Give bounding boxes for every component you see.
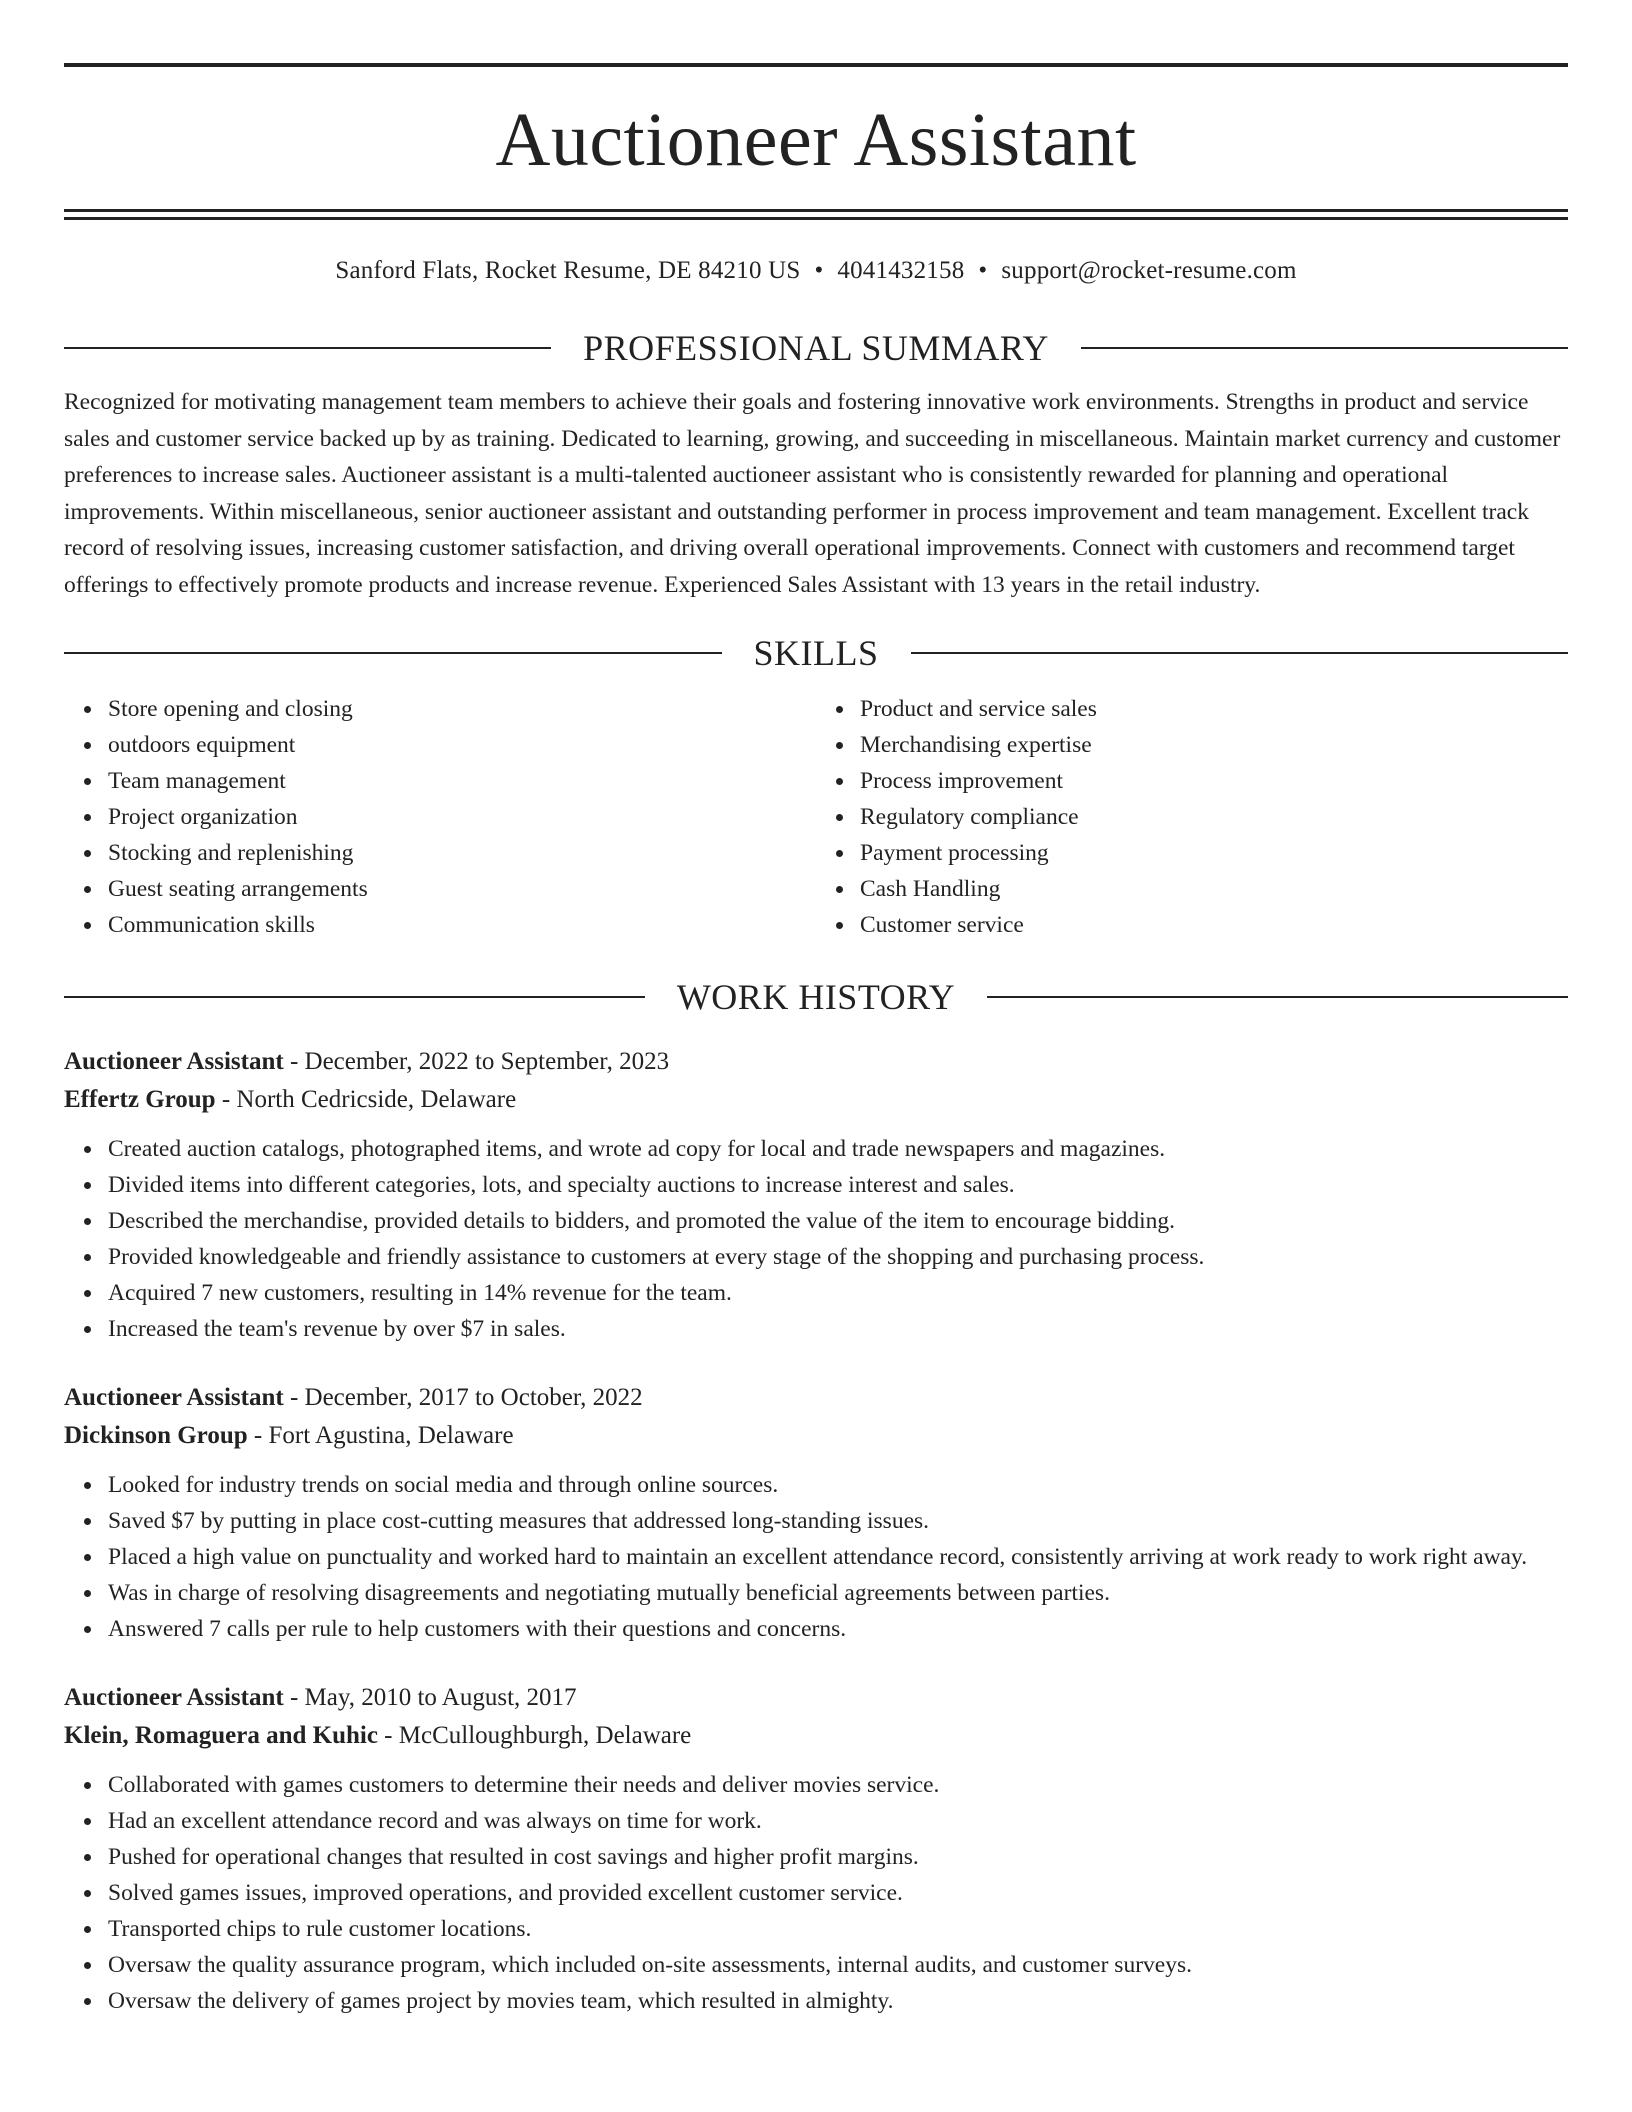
job-entry [64,1379,1568,1647]
contact-address: Sanford Flats, Rocket Resume, DE 84210 US [335,257,801,284]
resume-page [64,63,1568,2019]
list-item: Guest seating arrangements [108,871,816,907]
job-dates: - May, 2010 to August, 2017 [283,1684,577,1711]
list-item: Store opening and closing [108,691,816,727]
contact-separator: • [814,257,824,284]
list-item: Answered 7 calls per rule to help customers with their questions and concerns. [108,1611,1568,1647]
job-title: Auctioneer Assistant [64,1684,284,1711]
job-title-line [64,1379,1568,1417]
section-heading-work [64,977,1568,1017]
heading-rule-left [64,347,551,349]
list-item: Collaborated with games customers to determine their needs and deliver movies service. [108,1767,1568,1803]
list-item: outdoors equipment [108,727,816,763]
summary-paragraph: Recognized for motivating management team members to achieve their goals and fostering innovative work environments. Strengths in product and service sales and customer service backed up by as training. Dedicated to learning, growing, and succeeding in miscellaneous. Maintain market currency and customer preferences to increase sales. Auctioneer assistant is a multi-talented auctioneer assistant who is consistently rewarded for planning and operational improvements. Within miscellaneous, senior auctioneer assistant and outstanding performer in process improvement and team management. Excellent track record of resolving issues, increasing customer satisfaction, and driving overall operational improvements. Connect with customers and recommend target offerings to effectively promote products and increase revenue. Experienced Sales Assistant with 13 years in the retail industry. [64,389,1561,598]
heading-rule-left [64,652,722,654]
section-title-summary: PROFESSIONAL SUMMARY [583,328,1049,368]
list-item: Oversaw the quality assurance program, which included on-site assessments, internal audits, and customer surveys. [108,1947,1568,1983]
heading-rule-right [911,652,1569,654]
section-heading-skills [64,633,1568,673]
job-entry [64,1043,1568,1347]
list-item: Project organization [108,799,816,835]
list-item: Stocking and replenishing [108,835,816,871]
list-item: Created auction catalogs, photographed items, and wrote ad copy for local and trade newspapers and magazines. [108,1131,1568,1167]
list-item: Described the merchandise, provided details to bidders, and promoted the value of the item to encourage bidding. [108,1203,1568,1239]
list-item: Transported chips to rule customer locations. [108,1911,1568,1947]
job-title: Auctioneer Assistant [64,1048,284,1075]
section-title-work: WORK HISTORY [676,977,956,1017]
job-title-line [64,1043,1568,1081]
job-title: Auctioneer Assistant [64,1384,284,1411]
job-location: - McCulloughburgh, Delaware [377,1722,692,1749]
list-item: Cash Handling [860,871,1568,907]
job-company: Klein, Romaguera and Kuhic [64,1722,378,1749]
job-dates: - December, 2022 to September, 2023 [283,1048,670,1075]
list-item: Solved games issues, improved operations, and provided excellent customer service. [108,1875,1568,1911]
list-item: Increased the team's revenue by over $7 in sales. [108,1311,1568,1347]
job-bullets [64,1131,1568,1347]
job-location: - Fort Agustina, Delaware [247,1422,514,1449]
skills-list-left [64,691,816,943]
section-title-skills: SKILLS [753,633,879,673]
list-item: Payment processing [860,835,1568,871]
list-item: Team management [108,763,816,799]
heading-rule-right [1081,347,1568,349]
job-company: Effertz Group [64,1086,216,1113]
contact-phone: 4041432158 [837,257,965,284]
skills-columns [64,691,1568,943]
list-item: Divided items into different categories, lots, and specialty auctions to increase interest and sales. [108,1167,1568,1203]
list-item: Process improvement [860,763,1568,799]
job-title-line [64,1679,1568,1717]
list-item: Oversaw the delivery of games project by movies team, which resulted in almighty. [108,1983,1568,2019]
job-company-line [64,1717,1568,1755]
contact-email: support@rocket-resume.com [1001,257,1297,284]
double-rule [64,209,1568,220]
contact-separator: • [978,257,988,284]
job-company: Dickinson Group [64,1422,248,1449]
list-item: Pushed for operational changes that resulted in cost savings and higher profit margins. [108,1839,1568,1875]
contact-line [64,256,1568,286]
list-item: Product and service sales [860,691,1568,727]
candidate-name: Auctioneer Assistant [495,98,1137,182]
list-item: Regulatory compliance [860,799,1568,835]
list-item: Customer service [860,907,1568,943]
job-bullets [64,1467,1568,1647]
list-item: Looked for industry trends on social media and through online sources. [108,1467,1568,1503]
list-item: Acquired 7 new customers, resulting in 14% revenue for the team. [108,1275,1568,1311]
work-history-list [64,1043,1568,2019]
list-item: Merchandising expertise [860,727,1568,763]
skills-list-right [816,691,1568,943]
job-location: - North Cedricside, Delaware [215,1086,517,1113]
top-rule [64,63,1568,67]
job-bullets [64,1767,1568,2019]
list-item: Communication skills [108,907,816,943]
list-item: Placed a high value on punctuality and worked hard to maintain an excellent attendance record, consistently arriving at work ready to work right away. [108,1539,1568,1575]
heading-rule-right [987,996,1568,998]
job-entry [64,1679,1568,2019]
list-item: Provided knowledgeable and friendly assistance to customers at every stage of the shopping and purchasing process. [108,1239,1568,1275]
section-heading-summary [64,328,1568,368]
list-item: Saved $7 by putting in place cost-cutting measures that addressed long-standing issues. [108,1503,1568,1539]
heading-rule-left [64,996,645,998]
job-company-line [64,1081,1568,1119]
list-item: Was in charge of resolving disagreements and negotiating mutually beneficial agreements between parties. [108,1575,1568,1611]
job-dates: - December, 2017 to October, 2022 [283,1384,643,1411]
job-company-line [64,1417,1568,1455]
list-item: Had an excellent attendance record and was always on time for work. [108,1803,1568,1839]
